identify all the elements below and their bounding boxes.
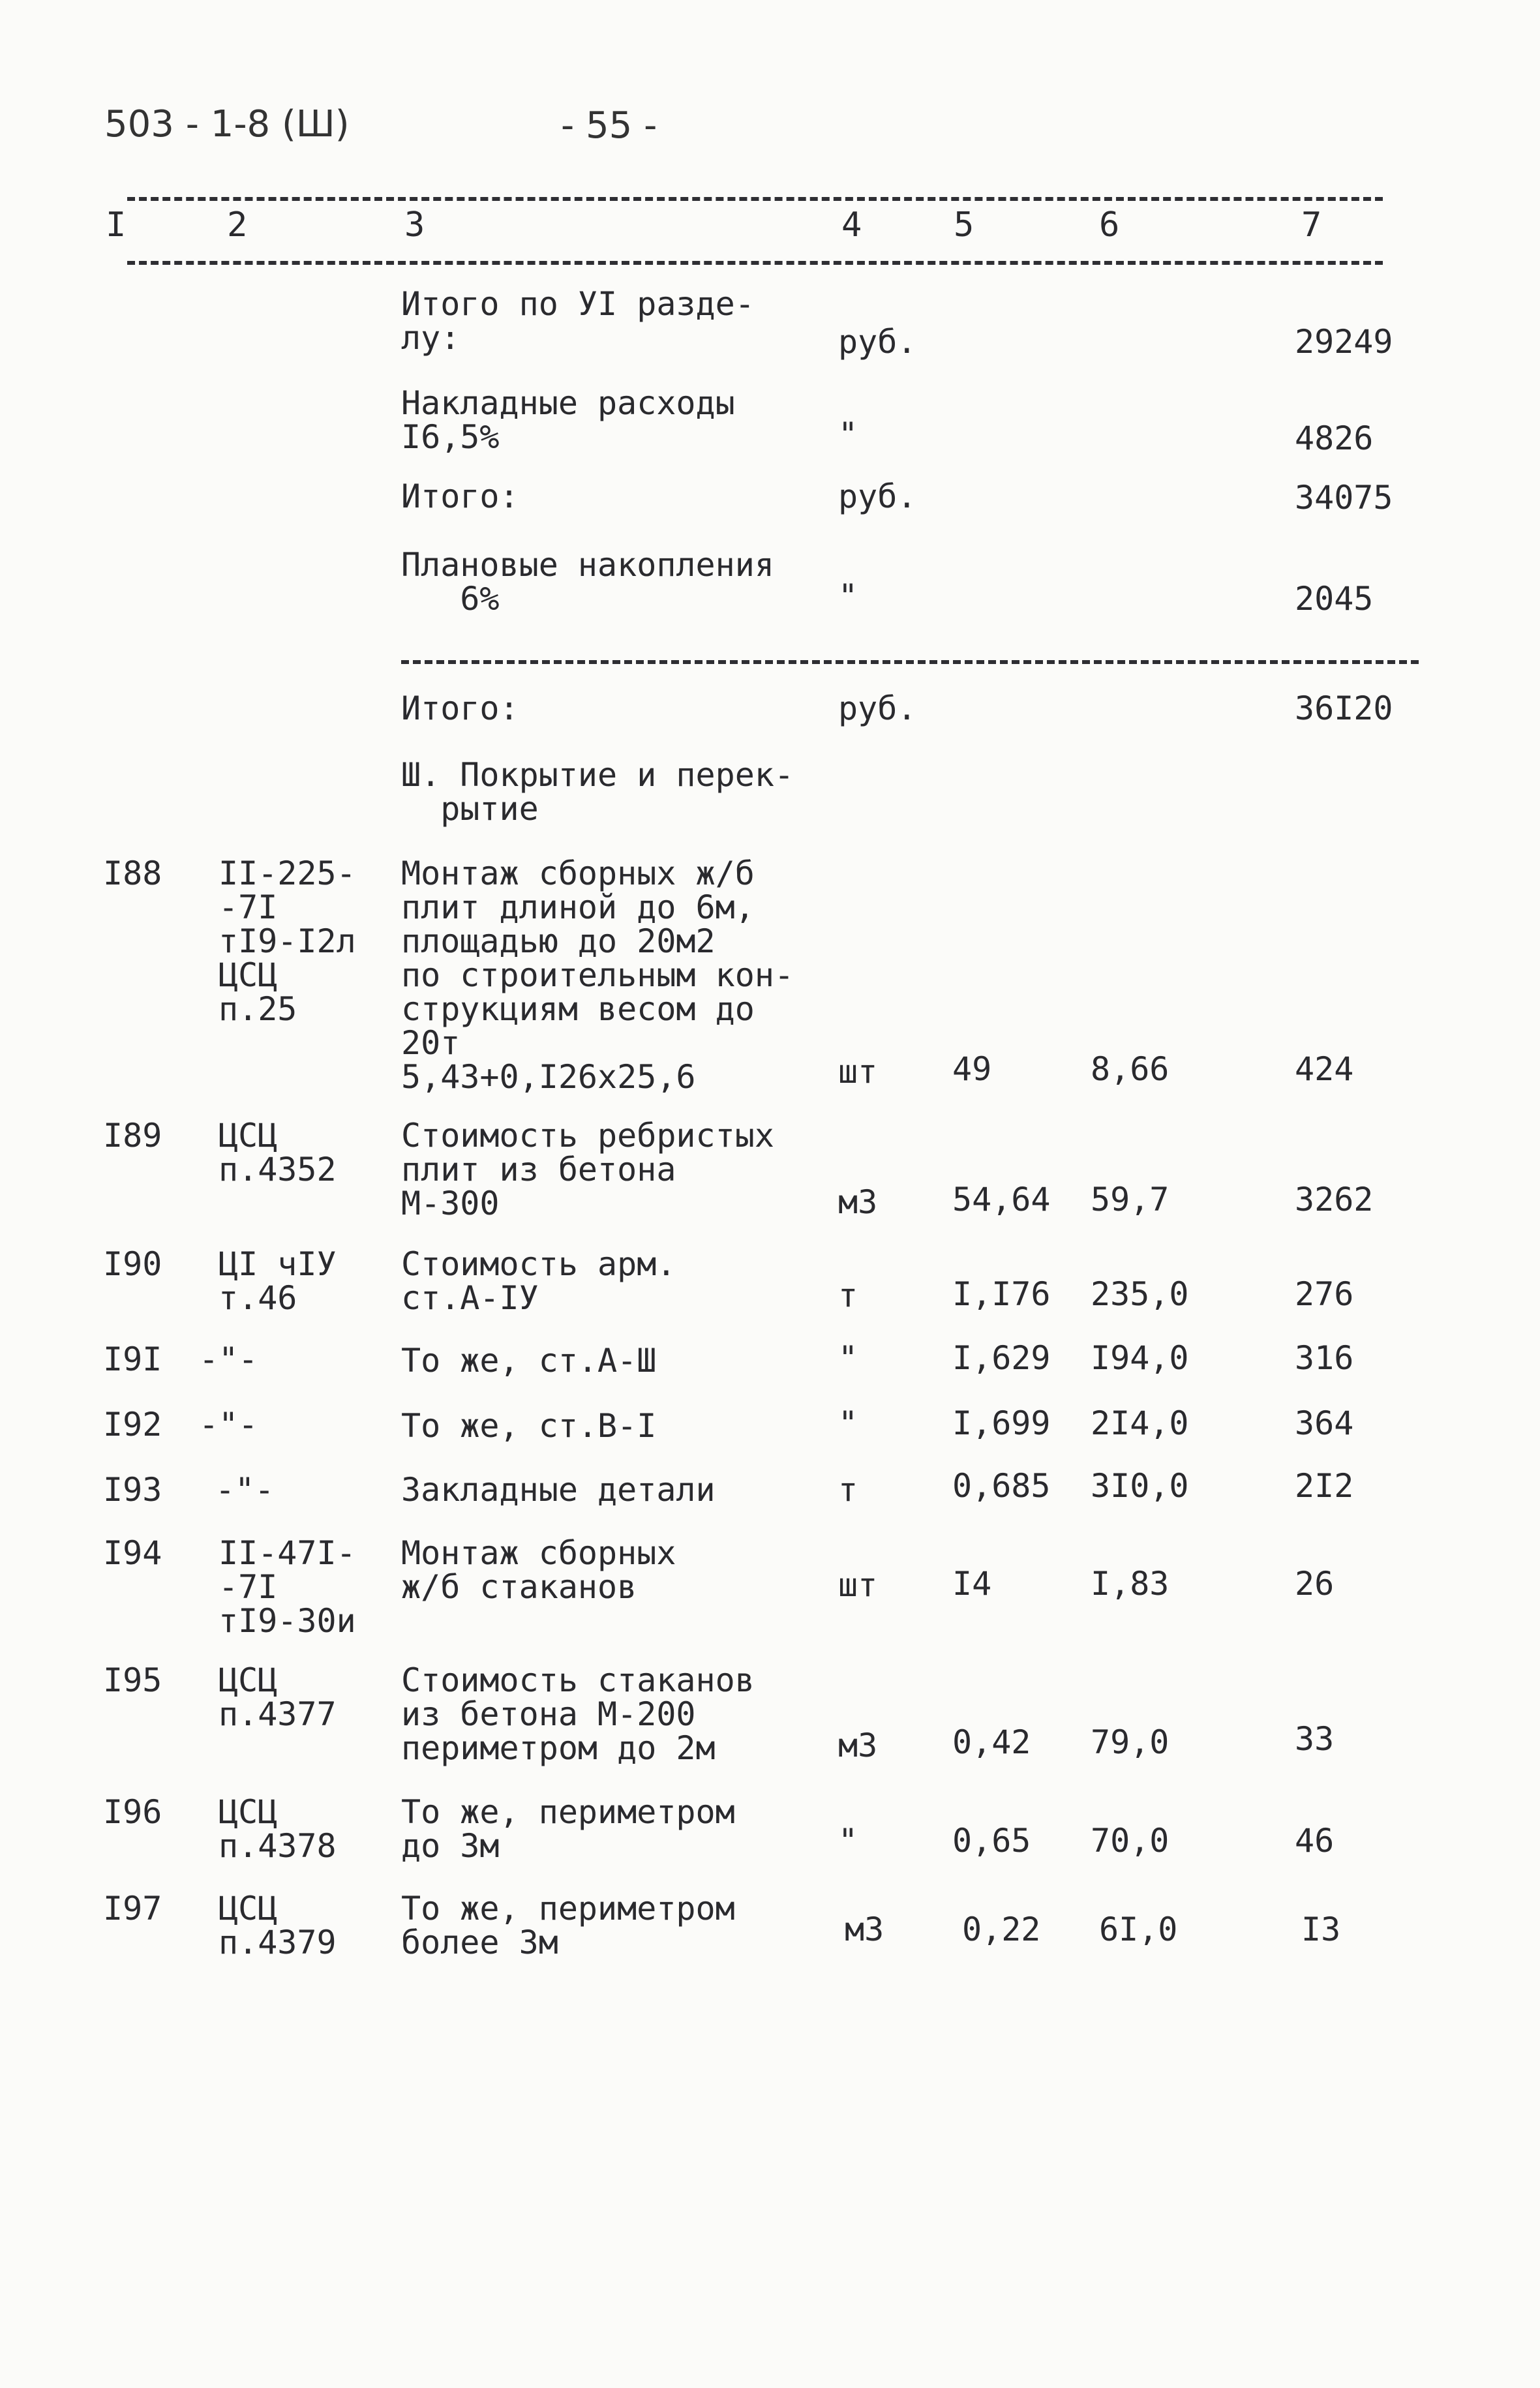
row-description: Стоимость арм. ст.А-IУ <box>401 1245 676 1317</box>
summary-total: 29249 <box>1295 323 1393 361</box>
row-description: То же, ст.А-Ш <box>401 1342 657 1380</box>
row-quantity: 54,64 <box>952 1181 1051 1218</box>
row-quantity: 0,42 <box>952 1723 1031 1761</box>
row-price: 2I4,0 <box>1091 1404 1189 1442</box>
column-header-3: 3 <box>404 205 425 245</box>
row-price: 235,0 <box>1091 1275 1189 1313</box>
row-unit: т <box>838 1277 858 1314</box>
row-code: -"- <box>215 1471 275 1509</box>
row-description: Закладные детали <box>401 1471 716 1509</box>
row-price: I,83 <box>1091 1565 1170 1603</box>
row-price: 70,0 <box>1091 1822 1170 1860</box>
row-code: II-47I- -7I тI9-30и <box>219 1534 356 1640</box>
column-header-5: 5 <box>954 205 974 245</box>
row-unit: шт <box>838 1053 878 1091</box>
row-unit: шт <box>838 1566 878 1604</box>
row-total: 26 <box>1295 1565 1335 1603</box>
summary-label: Итого по УI разде- лу: <box>401 285 755 357</box>
summary-unit: руб. <box>838 477 917 515</box>
column-header-1: I <box>106 205 127 245</box>
row-description: То же, периметром до 3м <box>401 1793 735 1865</box>
summary-unit: руб. <box>838 323 917 361</box>
row-total: 316 <box>1295 1339 1354 1377</box>
row-unit: м3 <box>838 1727 878 1764</box>
summary-total: 34075 <box>1295 479 1393 517</box>
row-quantity: I,629 <box>952 1339 1051 1377</box>
row-quantity: 0,65 <box>952 1822 1031 1860</box>
row-unit: м3 <box>838 1183 878 1221</box>
summary-label: Плановые накопления 6% <box>401 546 774 618</box>
row-code: ЦI чIУ т.46 <box>219 1245 337 1317</box>
row-price: I94,0 <box>1091 1339 1189 1377</box>
row-unit: " <box>838 1339 858 1377</box>
row-total: 33 <box>1295 1720 1335 1758</box>
column-header-6: 6 <box>1099 205 1120 245</box>
row-code: II-225- -7I тI9-I2л ЦСЦ п.25 <box>219 854 356 1028</box>
row-description: То же, ст.В-I <box>401 1407 657 1445</box>
row-quantity: I,I76 <box>952 1275 1051 1313</box>
row-total: I3 <box>1301 1911 1341 1948</box>
row-quantity: I4 <box>952 1565 992 1603</box>
summary-divider <box>401 660 1419 664</box>
row-number: I96 <box>103 1793 162 1831</box>
row-number: I89 <box>103 1117 162 1155</box>
row-description: Монтаж сборных ж/б стаканов <box>401 1534 676 1606</box>
row-number: I94 <box>103 1534 162 1572</box>
row-total: 424 <box>1295 1050 1354 1088</box>
row-total: 2I2 <box>1295 1467 1354 1505</box>
row-code: ЦСЦ п.4352 <box>219 1117 337 1188</box>
row-code: -"- <box>199 1340 258 1378</box>
row-total: 364 <box>1295 1404 1354 1442</box>
row-total: 46 <box>1295 1822 1335 1860</box>
row-quantity: 0,22 <box>962 1911 1041 1948</box>
row-number: I90 <box>103 1245 162 1283</box>
row-unit: " <box>838 1404 858 1442</box>
row-description: Стоимость ребристых плит из бетона М-300 <box>401 1117 774 1222</box>
section-title: Ш. Покрытие и перек- рытие <box>401 756 794 828</box>
page-number: - 55 - <box>561 104 657 147</box>
row-description: Монтаж сборных ж/б плит длиной до 6м, площадью до 20м2 по строительным кон- струкциям весом до 20т 5,43+0,I26х25,6 <box>401 854 794 1096</box>
row-number: I93 <box>103 1471 162 1509</box>
grand-total-unit: руб. <box>838 689 917 727</box>
row-quantity: 0,685 <box>952 1467 1051 1505</box>
row-quantity: I,699 <box>952 1404 1051 1442</box>
summary-unit: " <box>838 416 858 453</box>
column-header-7: 7 <box>1301 205 1322 245</box>
row-code: ЦСЦ п.4378 <box>219 1793 337 1865</box>
row-number: I88 <box>103 854 162 892</box>
row-code: ЦСЦ п.4377 <box>219 1661 337 1733</box>
row-price: 6I,0 <box>1099 1911 1178 1948</box>
row-total: 276 <box>1295 1275 1354 1313</box>
header-bottom-rule <box>127 261 1383 265</box>
row-unit: т <box>838 1471 858 1509</box>
row-description: Стоимость стаканов из бетона М-200 периметром до 2м <box>401 1661 755 1767</box>
summary-label: Накладные расходы I6,5% <box>401 384 735 456</box>
grand-total-value: 36I20 <box>1295 689 1393 727</box>
row-price: 79,0 <box>1091 1723 1170 1761</box>
document-code: 503 - 1-8 (Ш) <box>104 103 350 145</box>
row-price: 8,66 <box>1091 1050 1170 1088</box>
column-header-4: 4 <box>841 205 862 245</box>
row-code: ЦСЦ п.4379 <box>219 1890 337 1961</box>
summary-total: 2045 <box>1295 580 1374 618</box>
summary-label: Итого: <box>401 477 519 515</box>
row-number: I92 <box>103 1406 162 1443</box>
row-total: 3262 <box>1295 1181 1374 1218</box>
row-price: 3I0,0 <box>1091 1467 1189 1505</box>
summary-total: 4826 <box>1295 419 1374 457</box>
row-number: I95 <box>103 1661 162 1699</box>
grand-total-label: Итого: <box>401 689 519 727</box>
row-quantity: 49 <box>952 1050 992 1088</box>
row-unit: м3 <box>845 1911 884 1948</box>
summary-unit: " <box>838 577 858 615</box>
column-header-2: 2 <box>227 205 248 245</box>
row-unit: " <box>838 1822 858 1860</box>
row-code: -"- <box>199 1406 258 1443</box>
row-number: I97 <box>103 1890 162 1927</box>
row-price: 59,7 <box>1091 1181 1170 1218</box>
row-number: I9I <box>103 1340 162 1378</box>
header-top-rule <box>127 197 1383 201</box>
row-description: То же, периметром более 3м <box>401 1890 735 1961</box>
